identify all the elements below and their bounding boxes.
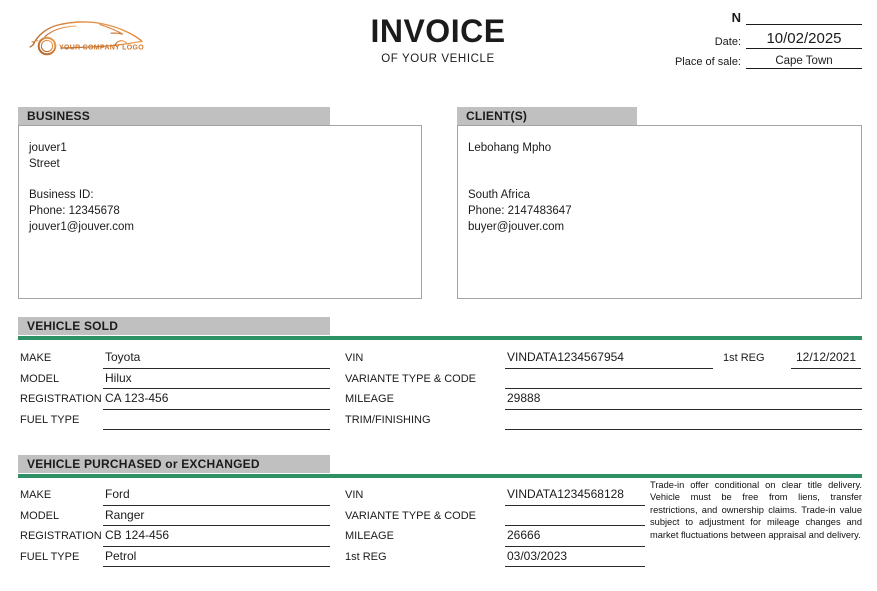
field-label: FUEL TYPE [20, 413, 80, 426]
field-value: Ranger [103, 506, 330, 527]
first-reg-label: 1st REG [723, 352, 765, 364]
field-value: 29888 [505, 389, 862, 410]
field-row-make [20, 485, 332, 506]
field-value: Petrol [103, 547, 330, 568]
field-row-mileage [345, 389, 862, 410]
logo-text: YOUR COMPANY LOGO [59, 44, 144, 52]
vehicle-purchased-left-fields [20, 485, 332, 567]
business-info-box [18, 125, 422, 299]
field-label: VARIANTE TYPE & CODE [345, 509, 477, 522]
vehicle-sold-section-header: VEHICLE SOLD [18, 317, 330, 335]
field-value: Toyota [103, 348, 330, 369]
field-value: CB 124-456 [103, 526, 330, 547]
business-email: jouver1@jouver.com [29, 220, 134, 233]
field-value: 26666 [505, 526, 645, 547]
business-address: Street [29, 157, 60, 170]
field-label: TRIM/FINISHING [345, 413, 431, 426]
field-row-trim [345, 410, 862, 431]
field-label: MILEAGE [345, 530, 394, 542]
field-label: MAKE [20, 489, 52, 501]
field-label: VIN [345, 352, 364, 364]
business-phone: Phone: 12345678 [29, 205, 120, 218]
field-row-vin [345, 348, 862, 369]
field-value [103, 410, 330, 431]
company-logo [28, 16, 148, 58]
page-title: INVOICE [370, 13, 506, 49]
field-row-make [20, 348, 332, 369]
client-section-header: CLIENT(S) [457, 107, 637, 125]
vehicle-purchased-section-header: VEHICLE PURCHASED or EXCHANGED [18, 455, 330, 473]
client-email: buyer@jouver.com [468, 220, 565, 233]
field-value: CA 123-456 [103, 389, 330, 410]
field-label: VARIANTE TYPE & CODE [345, 372, 477, 385]
invoice-number-label: N [731, 10, 741, 25]
invoice-date-row [672, 30, 862, 49]
client-phone: Phone: 2147483647 [468, 205, 572, 218]
field-label: REGISTRATION [20, 393, 102, 405]
business-name: jouver1 [29, 142, 67, 154]
field-value: Hilux [103, 369, 330, 390]
field-label: REGISTRATION [20, 530, 102, 542]
document-title-block [288, 13, 588, 65]
field-row-first-reg [345, 547, 645, 568]
vehicle-sold-divider [18, 336, 862, 340]
field-row-registration [20, 389, 332, 410]
business-blank-line [29, 173, 411, 189]
business-id: Business ID: [29, 189, 94, 202]
field-label: 1st REG [345, 550, 387, 563]
field-label: MAKE [20, 352, 52, 364]
field-value: VINDATA1234567954 [505, 348, 713, 369]
vehicle-sold-left-fields [20, 348, 332, 430]
field-value: 03/03/2023 [505, 547, 645, 568]
field-value [505, 506, 645, 527]
invoice-meta [672, 10, 862, 69]
business-section-header: BUSINESS [18, 107, 330, 125]
client-country: South Africa [468, 189, 531, 202]
place-of-sale-label: Place of sale: [674, 56, 741, 68]
field-label: VIN [345, 489, 364, 501]
field-label: FUEL TYPE [20, 550, 80, 563]
invoice-number-value [746, 10, 862, 25]
client-name: Lebohang Mpho [468, 142, 552, 154]
field-row-mileage [345, 526, 645, 547]
field-row-variante [345, 506, 645, 527]
client-info-box [457, 125, 862, 299]
field-row-registration [20, 526, 332, 547]
field-row-vin [345, 485, 645, 506]
field-row-model [20, 506, 332, 527]
vehicle-purchased-divider [18, 474, 862, 478]
page-subtitle: OF YOUR VEHICLE [381, 53, 495, 65]
field-label: MILEAGE [345, 393, 394, 405]
trade-in-disclaimer: Trade-in offer conditional on clear title delivery. Vehicle must be free from liens, transfer restrictions, and ownership claims. Trade-in value subject to adjustment for mileage changes and market fluctuations between appraisal and delivery. [650, 480, 862, 540]
date-label: Date: [714, 36, 741, 48]
vehicle-purchased-right-fields [345, 485, 645, 567]
first-reg-value: 12/12/2021 [791, 348, 861, 369]
field-row-fuel-type [20, 410, 332, 431]
field-value: Ford [103, 485, 330, 506]
client-blank-line [468, 157, 851, 173]
field-value: VINDATA1234568128 [505, 485, 645, 506]
car-logo-icon [28, 16, 148, 58]
place-of-sale-value: Cape Town [746, 54, 862, 69]
place-of-sale-row [672, 54, 862, 69]
field-label: MODEL [20, 372, 60, 385]
client-blank-line [468, 173, 851, 189]
field-row-model [20, 369, 332, 390]
invoice-number-row [672, 10, 862, 25]
field-row-fuel-type [20, 547, 332, 568]
date-value: 10/02/2025 [746, 30, 862, 49]
field-value [505, 369, 862, 390]
vehicle-sold-right-fields [345, 348, 862, 430]
field-row-variante [345, 369, 862, 390]
field-value [505, 410, 862, 431]
field-label: MODEL [20, 509, 60, 522]
